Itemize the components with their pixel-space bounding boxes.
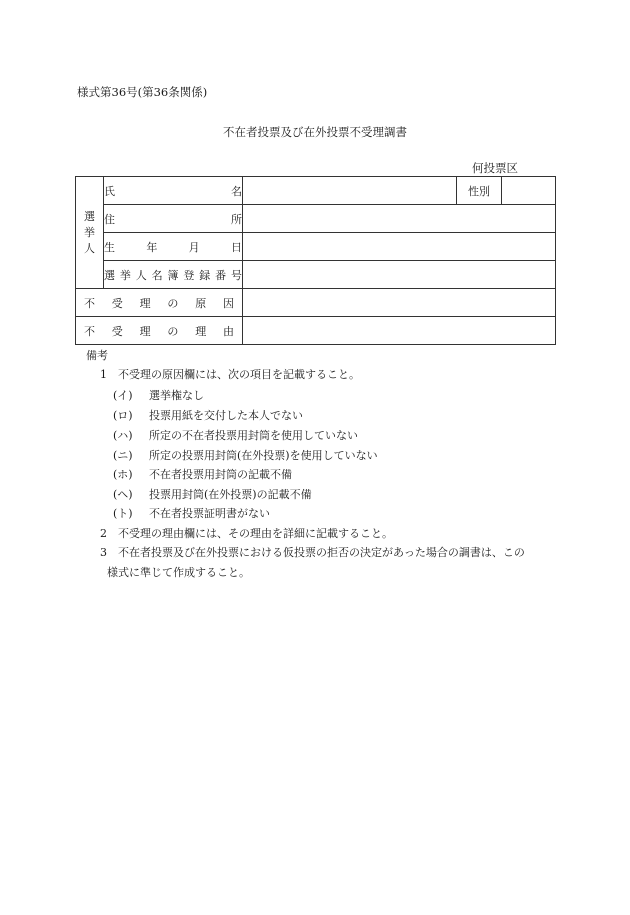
note-1-item: (ヘ) 投票用封筒(在外投票)の記載不備 (113, 488, 312, 501)
rejection-reason-label: 不 受 理 の 理 由 (76, 317, 243, 345)
birthdate-label: 生 年 月 日 (104, 233, 243, 261)
registry-number-label: 選 挙 人 名 簿 登 録 番 号 (104, 261, 243, 289)
address-field[interactable] (243, 205, 556, 233)
note-1: 1 不受理の原因欄には、次の項目を記載すること。 (100, 368, 360, 381)
note-1-item: (ロ) 投票用紙を交付した本人でない (113, 409, 303, 422)
elector-label: 選 挙 人 (76, 177, 104, 289)
cause-row (76, 289, 556, 317)
notes-heading: 備考 (86, 349, 108, 362)
note-1-item: (イ) 選挙権なし (113, 389, 204, 402)
document-title: 不在者投票及び在外投票不受理調書 (223, 125, 407, 139)
birthdate-field[interactable] (243, 233, 556, 261)
registry-row (76, 261, 556, 289)
note-1-item: (ハ) 所定の不在者投票用封筒を使用していない (113, 429, 358, 442)
note-1-item: (ホ) 不在者投票用封筒の記載不備 (113, 468, 292, 481)
sex-field[interactable] (502, 177, 556, 205)
name-field[interactable] (243, 177, 457, 205)
reason-row (76, 317, 556, 345)
note-3: 3 不在者投票及び在外投票における仮投票の拒否の決定があった場合の調書は、この (100, 546, 525, 559)
note-3-continuation: 様式に準じて作成すること。 (107, 566, 250, 579)
note-1-item: (ニ) 所定の投票用封筒(在外投票)を使用していない (113, 449, 378, 462)
district-label: 何投票区 (472, 161, 518, 175)
note-1-item: (ト) 不在者投票証明書がない (113, 507, 270, 520)
rejection-cause-field[interactable] (243, 289, 556, 317)
rejection-cause-label: 不 受 理 の 原 因 (76, 289, 243, 317)
birthdate-row (76, 233, 556, 261)
address-row (76, 205, 556, 233)
address-label: 住 所 (104, 205, 243, 233)
note-2: 2 不受理の理由欄には、その理由を詳細に記載すること。 (100, 527, 393, 540)
name-row (76, 177, 556, 205)
form-number: 様式第36号(第36条関係) (77, 85, 208, 99)
name-label: 氏 名 (104, 177, 243, 205)
sex-label: 性別 (457, 177, 502, 205)
registry-number-field[interactable] (243, 261, 556, 289)
rejection-reason-field[interactable] (243, 317, 556, 345)
rejection-record-table (75, 176, 556, 345)
